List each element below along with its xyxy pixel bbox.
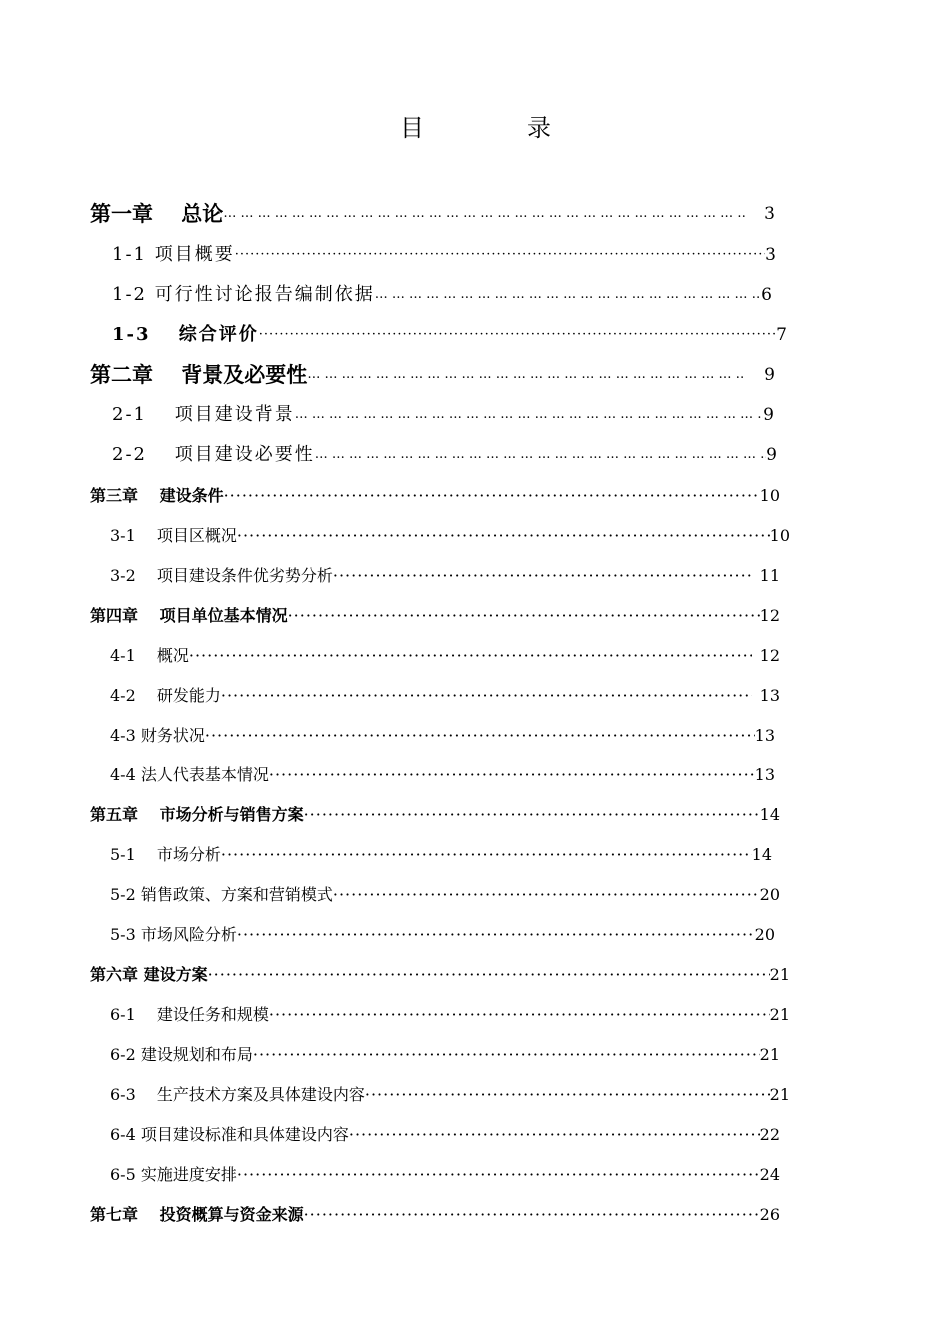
toc-entry-4-2[interactable] [110,682,780,710]
toc-entry-5-3[interactable] [110,921,775,949]
toc-leader-dots [223,200,745,228]
page-title [0,108,950,148]
toc-entry-6-5[interactable] [110,1161,780,1189]
toc-entry-label: 第二章 背景及必要性 [90,362,308,387]
toc-entry-label: 6-5 实施进度安排 [110,1165,237,1184]
toc-entry-label: 6-4 项目建设标准和具体建设内容 [110,1125,349,1144]
toc-leader-dots [253,1041,760,1069]
toc-entry-page: 20 [754,925,775,944]
toc-entry-page: 21 [769,1085,790,1104]
toc-entry-label: 5-2 销售政策、方案和营销模式 [110,885,333,904]
toc-entry-chapter-7[interactable] [90,1201,780,1229]
toc-leader-dots [295,401,763,429]
toc-entry-chapter-2[interactable] [90,361,775,389]
toc-entry-page: 13 [754,726,775,745]
toc-entry-page: 26 [759,1205,780,1224]
toc-leader-dots [307,361,745,389]
toc-leader-dots [237,921,755,949]
toc-entry-label: 4-2 研发能力 [110,686,221,705]
toc-entry-6-2[interactable] [110,1041,780,1069]
toc-entry-chapter-4[interactable] [90,602,780,630]
toc-leader-dots [221,682,752,710]
toc-entry-page: 21 [759,1045,780,1064]
toc-leader-dots [205,722,755,750]
toc-entry-page: 9 [766,445,777,465]
toc-entry-chapter-1[interactable] [90,200,775,228]
toc-entry-label: 4-1 概况 [110,646,189,665]
toc-leader-dots [349,1121,760,1149]
toc-entry-4-1[interactable] [110,642,780,670]
toc-entry-label: 2-1 项目建设背景 [112,404,295,425]
toc-entry-label: 4-4 法人代表基本情况 [110,765,269,784]
toc-entry-page: 7 [776,325,787,345]
toc-entry-label: 第七章 投资概算与资金来源 [90,1205,304,1224]
title-char-2: 录 [527,114,551,142]
toc-entry-page: 10 [769,526,790,545]
toc-entry-label: 6-2 建设规划和布局 [110,1045,253,1064]
toc-leader-dots [208,961,770,989]
toc-entry-chapter-3[interactable] [90,482,780,510]
toc-entry-label: 第一章 总论 [90,201,224,226]
toc-leader-dots [269,761,755,789]
toc-entry-label: 第五章 市场分析与销售方案 [90,805,304,824]
toc-entry-page: 12 [759,606,780,625]
toc-leader-dots [237,1161,760,1189]
toc-entry-2-1[interactable] [112,401,774,429]
toc-entry-page: 3 [765,245,776,265]
toc-entry-1-1[interactable] [112,241,776,269]
toc-entry-label: 6-1 建设任务和规模 [110,1005,269,1024]
toc-entry-page: 13 [759,686,780,705]
toc-entry-4-4[interactable] [110,761,775,789]
toc-entry-page: 3 [764,204,775,224]
toc-leader-dots [269,1001,770,1029]
toc-leader-dots [221,841,752,869]
toc-entry-label: 1-2 可行性讨论报告编制依据 [112,284,375,305]
toc-entry-1-3[interactable] [112,321,787,349]
toc-entry-2-2[interactable] [112,441,777,469]
toc-entry-label: 1-1 项目概要 [112,244,235,265]
toc-entry-4-3[interactable] [110,722,775,750]
toc-entry-page: 6 [761,285,772,305]
toc-entry-page: 14 [759,805,780,824]
toc-entry-page: 22 [759,1125,780,1144]
toc-entry-page: 14 [751,845,772,864]
title-char-1: 目 [400,114,424,142]
toc-entry-page: 21 [769,1005,790,1024]
toc-entry-page: 10 [759,486,780,505]
toc-entry-page: 20 [759,885,780,904]
toc-leader-dots [304,1201,760,1229]
toc-leader-dots [235,241,765,269]
toc-entry-page: 21 [769,965,790,984]
toc-leader-dots [304,801,760,829]
toc-leader-dots [365,1081,770,1109]
toc-entry-chapter-5[interactable] [90,801,780,829]
toc-entry-label: 5-3 市场风险分析 [110,925,237,944]
toc-leader-dots [375,281,761,309]
toc-entry-label: 3-2 项目建设条件优劣势分析 [110,566,333,585]
toc-leader-dots [259,321,776,349]
toc-leader-dots [333,562,752,590]
toc-entry-5-1[interactable] [110,841,772,869]
toc-entry-page: 13 [754,765,775,784]
toc-leader-dots [288,602,760,630]
toc-leader-dots [189,642,752,670]
toc-entry-6-4[interactable] [110,1121,780,1149]
toc-leader-dots [237,522,770,550]
toc-entry-label: 6-3 生产技术方案及具体建设内容 [110,1085,365,1104]
toc-entry-3-1[interactable] [110,522,790,550]
toc-entry-label: 2-2 项目建设必要性 [112,444,315,465]
toc-entry-page: 12 [759,646,780,665]
toc-entry-label: 第六章 建设方案 [90,965,208,984]
toc-entry-label: 4-3 财务状况 [110,726,205,745]
toc-entry-page: 11 [759,566,780,585]
toc-leader-dots [224,482,760,510]
toc-entry-label: 1-3 综合评价 [112,324,259,345]
toc-entry-3-2[interactable] [110,562,780,590]
toc-entry-label: 3-1 项目区概况 [110,526,237,545]
toc-entry-1-2[interactable] [112,281,772,309]
toc-entry-6-3[interactable] [110,1081,790,1109]
toc-entry-5-2[interactable] [110,881,780,909]
toc-entry-label: 第四章 项目单位基本情况 [90,606,288,625]
toc-entry-page: 9 [763,405,774,425]
toc-entry-6-1[interactable] [110,1001,790,1029]
toc-entry-page: 9 [764,365,775,385]
toc-entry-label: 5-1 市场分析 [110,845,221,864]
toc-leader-dots [333,881,760,909]
toc-entry-page: 24 [759,1165,780,1184]
toc-entry-label: 第三章 建设条件 [90,486,224,505]
toc-leader-dots [315,441,766,469]
toc-entry-chapter-6[interactable] [90,961,790,989]
